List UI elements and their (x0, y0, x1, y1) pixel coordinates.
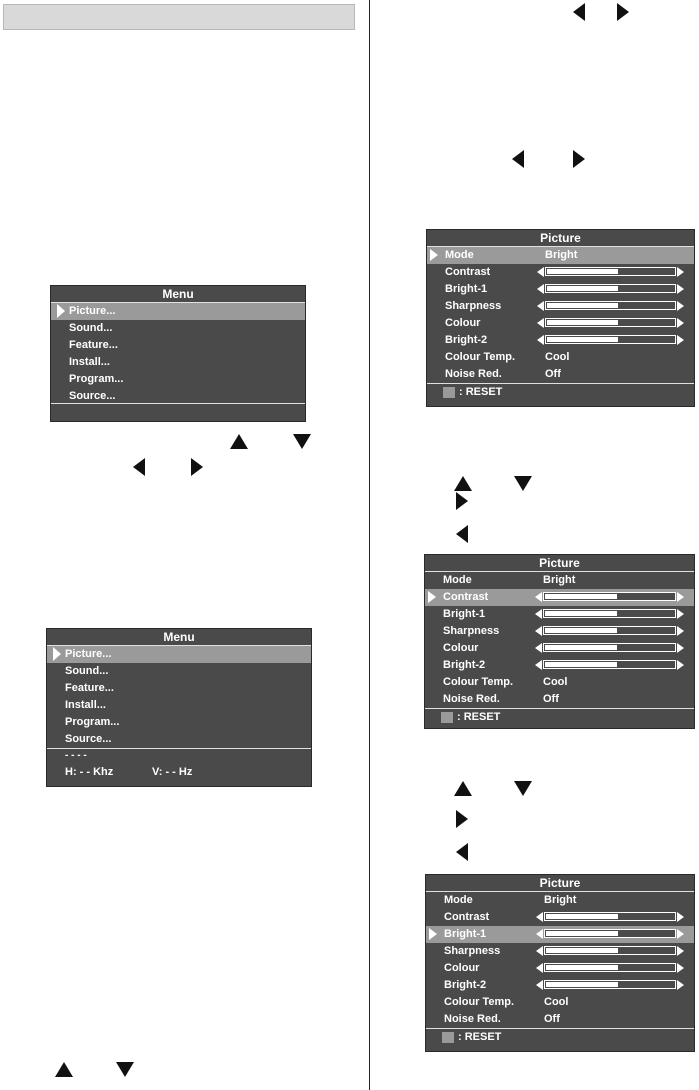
picture-row-colour[interactable] (426, 960, 694, 977)
picture-row-bright-2[interactable] (426, 977, 694, 994)
row-label: Bright-2 (445, 334, 488, 346)
decrease-arrow-icon[interactable] (536, 980, 543, 990)
picture-row-mode[interactable] (425, 572, 694, 589)
level-slider[interactable] (536, 945, 684, 958)
row-value: Off (545, 368, 561, 380)
level-slider[interactable] (537, 317, 684, 330)
row-value: Cool (544, 996, 569, 1008)
column-divider (369, 0, 370, 1090)
decrease-arrow-icon[interactable] (535, 626, 542, 636)
slider-fill (546, 982, 618, 987)
picture-row-mode[interactable] (426, 892, 694, 909)
menu-item-picture[interactable]: Picture... (51, 303, 305, 320)
slider-fill (547, 286, 618, 291)
slider-track (544, 929, 676, 938)
picture-row-noise-red[interactable] (427, 366, 694, 383)
slider-fill (547, 337, 618, 342)
row-label: Colour (445, 317, 481, 329)
row-label: Noise Red. (443, 693, 500, 705)
row-label: Sharpness (443, 625, 500, 637)
reset-color-key-icon (441, 712, 453, 723)
right-arrow-icon (617, 3, 629, 21)
reset-color-key-icon (442, 1032, 454, 1043)
slider-fill (545, 662, 617, 667)
row-label: Sharpness (444, 945, 501, 957)
slider-track (543, 660, 676, 669)
slider-track (544, 912, 676, 921)
row-label: Noise Red. (444, 1013, 501, 1025)
up-arrow-icon (454, 476, 472, 491)
slider-track (545, 301, 676, 310)
decrease-arrow-icon[interactable] (536, 912, 543, 922)
level-slider[interactable] (536, 928, 684, 941)
increase-arrow-icon[interactable] (677, 284, 684, 294)
row-label: Contrast (444, 911, 490, 923)
picture-row-bright-1[interactable] (426, 926, 694, 943)
menu-footer-divider (51, 403, 305, 404)
row-label: Bright-1 (445, 283, 488, 295)
slider-track (544, 946, 676, 955)
v-frequency: V: - - Hz (152, 766, 193, 778)
slider-fill (545, 611, 617, 616)
decrease-arrow-icon[interactable] (536, 946, 543, 956)
increase-arrow-icon[interactable] (677, 929, 684, 939)
reset-footer[interactable] (426, 1028, 694, 1046)
up-arrow-icon (55, 1062, 73, 1077)
menu-title: Menu (51, 286, 305, 303)
level-slider[interactable] (535, 659, 684, 672)
decrease-arrow-icon[interactable] (537, 318, 544, 328)
menu-item-sound[interactable]: Sound... (65, 665, 109, 677)
slider-fill (547, 269, 618, 274)
picture-panel-2 (424, 554, 695, 729)
slider-fill (547, 320, 618, 325)
slider-fill (546, 914, 618, 919)
right-arrow-icon (456, 810, 468, 828)
slider-track (545, 335, 676, 344)
slider-track (545, 318, 676, 327)
slider-track (545, 267, 676, 276)
left-arrow-icon (133, 458, 145, 476)
slider-fill (545, 645, 617, 650)
reset-color-key-icon (443, 387, 455, 398)
decrease-arrow-icon[interactable] (537, 335, 544, 345)
picture-row-colour[interactable] (427, 315, 694, 332)
row-label: Bright-2 (443, 659, 486, 671)
picture-row-colour[interactable] (425, 640, 694, 657)
menu-panel-small (50, 285, 306, 422)
down-arrow-icon (514, 476, 532, 491)
decrease-arrow-icon[interactable] (535, 592, 542, 602)
decrease-arrow-icon[interactable] (535, 643, 542, 653)
right-arrow-icon (456, 492, 468, 510)
row-value: Bright (545, 249, 578, 261)
reset-label: : RESET (458, 1031, 502, 1043)
row-label: Bright-2 (444, 979, 487, 991)
decrease-arrow-icon[interactable] (536, 929, 543, 939)
row-value: Off (543, 693, 559, 705)
increase-arrow-icon[interactable] (677, 626, 684, 636)
menu-title: Menu (47, 629, 311, 646)
decrease-arrow-icon[interactable] (536, 963, 543, 973)
menu-item-picture[interactable]: Picture... (47, 646, 311, 663)
level-slider[interactable] (536, 962, 684, 975)
increase-arrow-icon[interactable] (677, 318, 684, 328)
row-value: Off (544, 1013, 560, 1025)
row-label: Colour Temp. (443, 676, 514, 688)
picture-title: Picture (427, 230, 694, 247)
signal-info (47, 748, 311, 785)
picture-row-sharpness[interactable] (425, 623, 694, 640)
picture-title: Picture (425, 555, 694, 572)
picture-row-noise-red[interactable] (425, 691, 694, 708)
increase-arrow-icon[interactable] (677, 980, 684, 990)
increase-arrow-icon[interactable] (677, 592, 684, 602)
level-slider[interactable] (537, 266, 684, 279)
increase-arrow-icon[interactable] (677, 946, 684, 956)
menu-item-install[interactable]: Install... (65, 699, 106, 711)
picture-panel-3 (425, 874, 695, 1052)
row-label: Bright-1 (443, 608, 486, 620)
picture-row-bright-1[interactable] (427, 281, 694, 298)
slider-track (545, 284, 676, 293)
level-slider[interactable] (537, 283, 684, 296)
section-header-bar (3, 4, 355, 30)
row-label: Bright-1 (444, 928, 487, 940)
selection-pointer-icon (53, 647, 61, 661)
slider-fill (546, 965, 618, 970)
menu-item-source[interactable]: Source... (65, 733, 112, 745)
signal-line: - - - - (65, 750, 87, 761)
up-arrow-icon (454, 781, 472, 796)
row-label: Contrast (443, 591, 489, 603)
row-value: Bright (543, 574, 576, 586)
slider-track (543, 643, 676, 652)
increase-arrow-icon[interactable] (677, 609, 684, 619)
down-arrow-icon (116, 1062, 134, 1077)
picture-row-mode[interactable] (427, 247, 694, 264)
slider-fill (545, 628, 617, 633)
increase-arrow-icon[interactable] (677, 267, 684, 277)
picture-row-contrast[interactable] (427, 264, 694, 281)
h-frequency: H: - - Khz (65, 766, 114, 778)
picture-row-contrast[interactable] (426, 909, 694, 926)
row-label: Mode (444, 894, 473, 906)
level-slider[interactable] (535, 625, 684, 638)
down-arrow-icon (293, 434, 311, 449)
selection-pointer-icon (428, 591, 436, 603)
menu-item-install[interactable]: Install... (69, 356, 110, 368)
right-arrow-icon (191, 458, 203, 476)
down-arrow-icon (514, 781, 532, 796)
picture-row-colour-temp[interactable] (426, 994, 694, 1011)
row-label: Contrast (445, 266, 491, 278)
slider-track (544, 963, 676, 972)
picture-panel-1 (426, 229, 695, 407)
increase-arrow-icon[interactable] (677, 912, 684, 922)
row-label: Colour (443, 642, 479, 654)
row-label: Sharpness (445, 300, 502, 312)
increase-arrow-icon[interactable] (677, 335, 684, 345)
row-label: Colour Temp. (445, 351, 516, 363)
selection-pointer-icon (430, 249, 438, 261)
increase-arrow-icon[interactable] (677, 643, 684, 653)
up-arrow-icon (230, 434, 248, 449)
slider-track (543, 626, 676, 635)
row-label: Colour (444, 962, 480, 974)
decrease-arrow-icon[interactable] (537, 267, 544, 277)
slider-fill (546, 931, 618, 936)
row-value: Bright (544, 894, 577, 906)
menu-items (47, 646, 311, 748)
right-arrow-icon (573, 150, 585, 168)
menu-item-sound[interactable]: Sound... (69, 322, 113, 334)
level-slider[interactable] (535, 591, 684, 604)
selection-pointer-icon (57, 304, 65, 318)
slider-track (543, 592, 676, 601)
reset-label: : RESET (457, 711, 501, 723)
selection-pointer-icon (429, 928, 437, 940)
slider-track (543, 609, 676, 618)
slider-fill (547, 303, 618, 308)
picture-row-bright-2[interactable] (425, 657, 694, 674)
decrease-arrow-icon[interactable] (535, 660, 542, 670)
increase-arrow-icon[interactable] (677, 660, 684, 670)
row-value: Cool (543, 676, 568, 688)
row-label: Colour Temp. (444, 996, 515, 1008)
reset-footer[interactable] (427, 383, 694, 401)
slider-fill (545, 594, 617, 599)
menu-item-program[interactable]: Program... (69, 373, 124, 385)
menu-item-feature[interactable]: Feature... (69, 339, 118, 351)
level-slider[interactable] (537, 300, 684, 313)
menu-item-source[interactable]: Source... (69, 390, 116, 402)
picture-row-contrast[interactable] (425, 589, 694, 606)
picture-row-noise-red[interactable] (426, 1011, 694, 1028)
increase-arrow-icon[interactable] (677, 963, 684, 973)
slider-fill (546, 948, 618, 953)
row-label: Noise Red. (445, 368, 502, 380)
menu-item-program[interactable]: Program... (65, 716, 120, 728)
menu-item-feature[interactable]: Feature... (65, 682, 114, 694)
picture-row-colour-temp[interactable] (425, 674, 694, 691)
left-arrow-icon (456, 525, 468, 543)
menu-items (51, 303, 305, 405)
reset-label: : RESET (459, 386, 503, 398)
level-slider[interactable] (536, 911, 684, 924)
menu-panel-large (46, 628, 312, 787)
level-slider[interactable] (535, 608, 684, 621)
decrease-arrow-icon[interactable] (537, 301, 544, 311)
picture-row-bright-1[interactable] (425, 606, 694, 623)
row-label: Mode (445, 249, 474, 261)
level-slider[interactable] (537, 334, 684, 347)
level-slider[interactable] (536, 979, 684, 992)
picture-row-colour-temp[interactable] (427, 349, 694, 366)
picture-row-bright-2[interactable] (427, 332, 694, 349)
decrease-arrow-icon[interactable] (535, 609, 542, 619)
left-arrow-icon (456, 843, 468, 861)
reset-footer[interactable] (425, 708, 694, 726)
decrease-arrow-icon[interactable] (537, 284, 544, 294)
row-label: Mode (443, 574, 472, 586)
row-value: Cool (545, 351, 570, 363)
picture-title: Picture (426, 875, 694, 892)
picture-row-sharpness[interactable] (426, 943, 694, 960)
left-arrow-icon (573, 3, 585, 21)
increase-arrow-icon[interactable] (677, 301, 684, 311)
picture-row-sharpness[interactable] (427, 298, 694, 315)
slider-track (544, 980, 676, 989)
left-arrow-icon (512, 150, 524, 168)
level-slider[interactable] (535, 642, 684, 655)
